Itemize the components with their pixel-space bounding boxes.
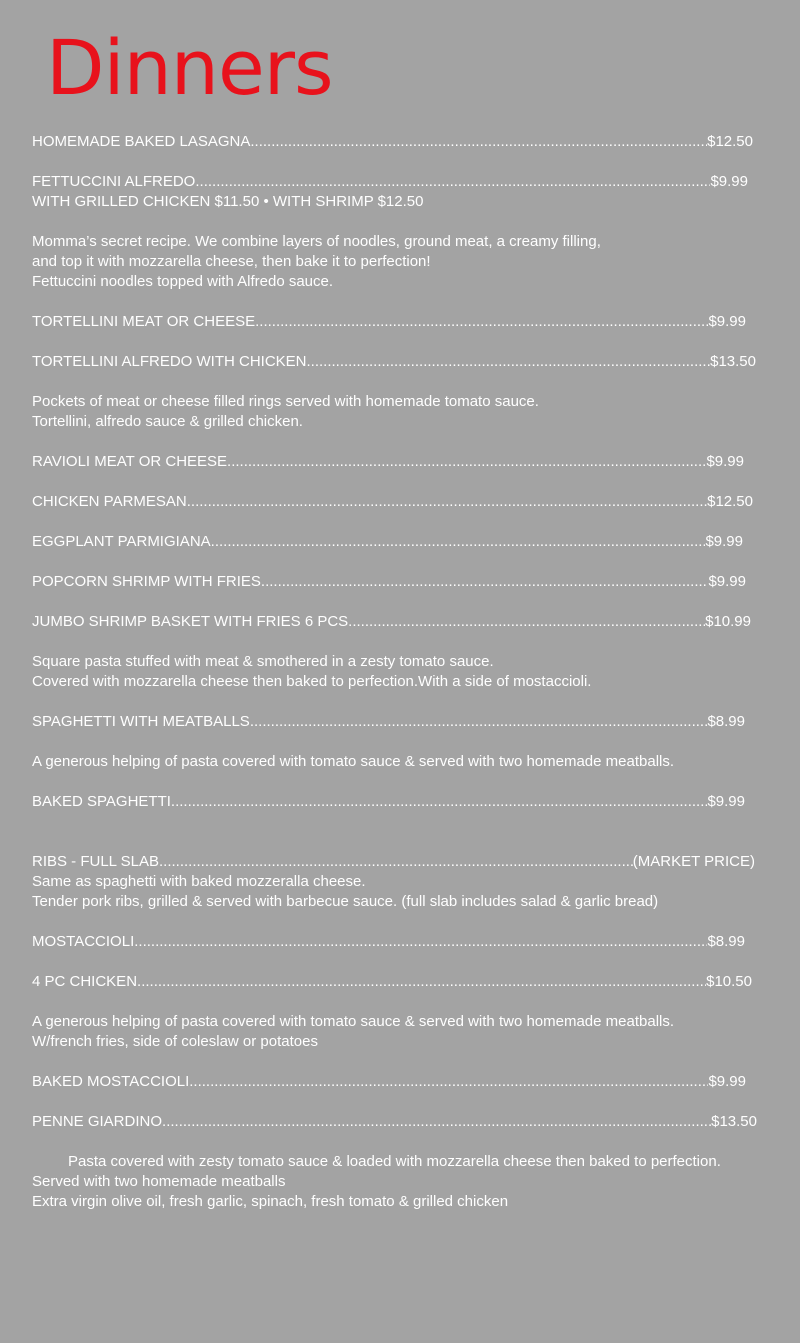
dot-leader — [134, 932, 707, 952]
menu-item — [32, 712, 745, 732]
dot-leader — [227, 452, 706, 472]
item-description: Fettuccini noodles topped with Alfredo sauce. — [32, 273, 334, 290]
menu-item — [32, 932, 745, 952]
dot-leader — [195, 172, 710, 192]
item-name: MOSTACCIOLI — [32, 933, 135, 950]
dot-leader — [307, 352, 711, 372]
item-price: $8.99 — [707, 713, 745, 730]
menu-item — [32, 312, 746, 332]
dot-leader — [211, 532, 706, 552]
item-name: RIBS - FULL SLAB — [32, 853, 159, 870]
item-description: Covered with mozzarella cheese then baked to perfection.With a side of mostaccioli. — [32, 673, 592, 690]
item-description: A generous helping of pasta covered with tomato sauce & served with two homemade meatballs. — [32, 1013, 675, 1030]
menu-item — [32, 792, 745, 812]
item-name: POPCORN SHRIMP WITH FRIES — [32, 573, 261, 590]
item-price: $9.99 — [708, 313, 746, 330]
item-name: PENNE GIARDINO — [32, 1113, 163, 1130]
item-name: JUMBO SHRIMP BASKET WITH FRIES 6 PCS — [32, 613, 349, 630]
menu-item — [32, 172, 748, 192]
item-price: $10.50 — [706, 973, 752, 990]
dot-leader — [171, 792, 708, 812]
item-name: CHICKEN PARMESAN — [32, 493, 187, 510]
item-price: (MARKET PRICE) — [632, 853, 755, 870]
dot-leader — [162, 1112, 711, 1132]
item-description: A generous helping of pasta covered with tomato sauce & served with two homemade meatballs. — [32, 753, 675, 770]
menu-item — [32, 352, 756, 372]
dinner-menu — [32, 132, 792, 1212]
item-price: $9.99 — [708, 573, 746, 590]
item-name: BAKED SPAGHETTI — [32, 793, 171, 810]
menu-item — [32, 1072, 746, 1092]
menu-item — [32, 972, 752, 992]
dot-leader — [137, 972, 706, 992]
item-price: $10.99 — [705, 613, 751, 630]
item-variant: WITH GRILLED CHICKEN $11.50 • WITH SHRIMP $12.50 — [32, 193, 424, 210]
item-description: and top it with mozzarella cheese, then bake it to perfection! — [32, 253, 431, 270]
item-price: $12.50 — [707, 133, 753, 150]
dot-leader — [187, 492, 707, 512]
item-description: W/french fries, side of coleslaw or potatoes — [32, 1033, 318, 1050]
menu-item — [32, 492, 753, 512]
item-price: $12.50 — [707, 493, 753, 510]
item-description: Momma’s secret recipe. We combine layers of noodles, ground meat, a creamy filling, — [32, 233, 601, 250]
dot-leader — [261, 572, 709, 592]
item-price: $9.99 — [706, 453, 744, 470]
item-description: Extra virgin olive oil, fresh garlic, spinach, fresh tomato & grilled chicken — [32, 1193, 509, 1210]
page-title: Dinners — [46, 23, 333, 112]
item-description: Pasta covered with zesty tomato sauce & loaded with mozzarella cheese then baked to perfection. — [68, 1153, 721, 1170]
item-price: $13.50 — [711, 1113, 757, 1130]
item-name: TORTELLINI ALFREDO WITH CHICKEN — [32, 353, 307, 370]
item-price: $13.50 — [710, 353, 756, 370]
dot-leader — [189, 1072, 708, 1092]
item-price: $9.99 — [705, 533, 743, 550]
item-price: $8.99 — [707, 933, 745, 950]
item-name: TORTELLINI MEAT OR CHEESE — [32, 313, 256, 330]
item-price: $9.99 — [708, 1073, 746, 1090]
item-price: $9.99 — [710, 173, 748, 190]
menu-item — [32, 572, 746, 592]
item-description: Square pasta stuffed with meat & smothered in a zesty tomato sauce. — [32, 653, 494, 670]
item-name: 4 PC CHICKEN — [32, 973, 138, 990]
item-name: HOMEMADE BAKED LASAGNA — [32, 133, 251, 150]
dot-leader — [250, 132, 707, 152]
dot-leader — [348, 612, 705, 632]
item-description: Tender pork ribs, grilled & served with barbecue sauce. (full slab includes salad & garlic bread) — [32, 893, 659, 910]
item-description: Served with two homemade meatballs — [32, 1173, 286, 1190]
item-description: Tortellini, alfredo sauce & grilled chicken. — [32, 413, 303, 430]
menu-item — [32, 132, 753, 152]
item-price: $9.99 — [707, 793, 745, 810]
item-name: BAKED MOSTACCIOLI — [32, 1073, 190, 1090]
item-name: SPAGHETTI WITH MEATBALLS — [32, 713, 250, 730]
item-name: EGGPLANT PARMIGIANA — [32, 533, 211, 550]
menu-item — [32, 852, 755, 872]
item-description: Pockets of meat or cheese filled rings served with homemade tomato sauce. — [32, 393, 539, 410]
menu-item — [32, 612, 751, 632]
item-name: FETTUCCINI ALFREDO — [32, 173, 196, 190]
dot-leader — [255, 312, 708, 332]
dot-leader — [159, 852, 633, 872]
menu-item — [32, 452, 744, 472]
item-name: RAVIOLI MEAT OR CHEESE — [32, 453, 228, 470]
menu-item — [32, 532, 743, 552]
menu-item — [32, 1112, 757, 1132]
dot-leader — [250, 712, 708, 732]
item-description: Same as spaghetti with baked mozzeralla cheese. — [32, 873, 366, 890]
